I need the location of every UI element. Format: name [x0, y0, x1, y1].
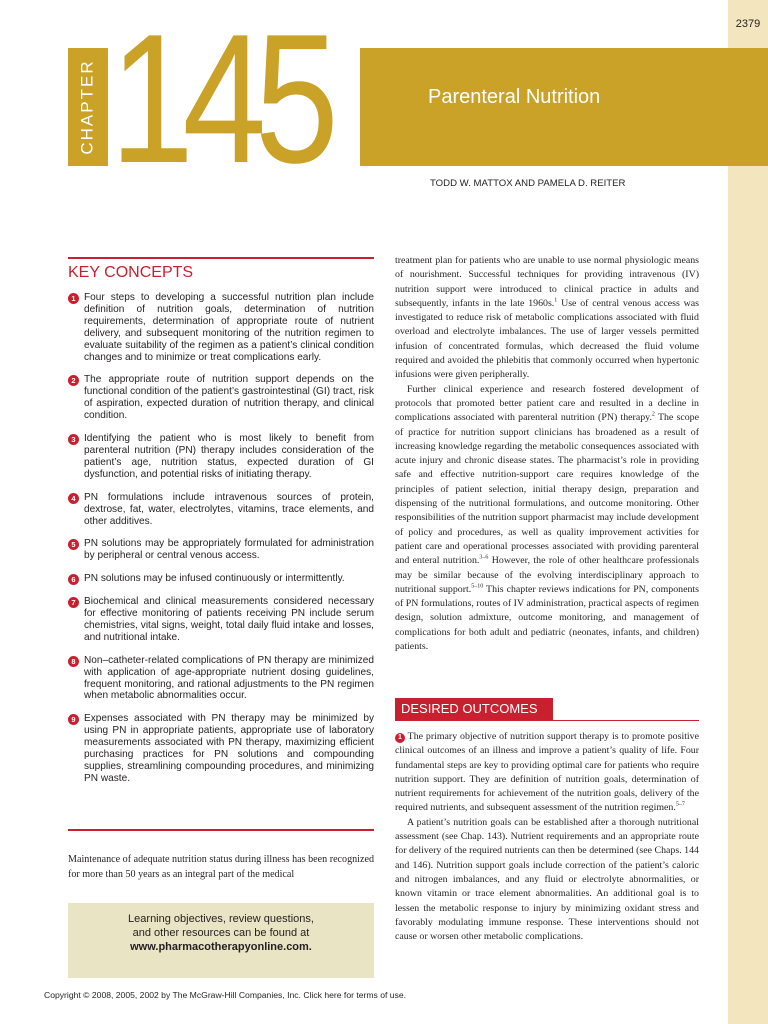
body-text: treatment plan for patients who are unable to use normal physiologic means of nourishment. Successful techniques for providing intravenous (IV) nutrition support were introduced to clinical practice in adults and subsequently, infants in the late 1960s. — [395, 255, 699, 309]
citation-ref: 5–10 — [471, 583, 484, 590]
concept-text: The appropriate route of nutrition support depends on the functional condition of the patient’s gastrointestinal (GI) tract, risk of aspiration, expected duration of nutrition therapy, and clinical condition. — [84, 374, 374, 422]
key-concepts-top-rule — [68, 257, 374, 259]
intro-paragraph: Maintenance of adequate nutrition status during illness has been recognized for more than 50 years as an integral part of the medical — [68, 854, 374, 880]
key-concept-item — [68, 655, 374, 703]
body-text: The primary objective of nutrition support therapy is to promote positive clinical outcomes of an illness and improve a patient’s quality of life. Four fundamental steps are key to providing optimal care for patients who require nutrition support. They are definition of nutrition goals, determination of nutrient requirements for achievement of the nutrition goals, delivery of the required nutrients, and subsequent assessment of the nutrition regimen. — [395, 731, 699, 814]
learning-resources-text — [68, 912, 374, 954]
concept-text: PN solutions may be infused continuously or intermittently. — [84, 573, 345, 585]
body-text: This chapter reviews indications for PN, components of PN formulations, routes of IV administration, practical aspects of regimen design, solution admixture, outcome monitoring, and management of complications for both adult and pediatric (neonates, infants, and children) patients. — [395, 583, 699, 653]
chapter-label — [68, 48, 108, 166]
body-text: However, the role of other healthcare professionals may be similar because of the evolving interdisciplinary approach to nutritional support. — [395, 555, 699, 595]
chapter-word: CHAPTER — [78, 59, 98, 155]
concept-text: Biochemical and clinical measurements considered necessary for effective monitoring of patients receiving PN include serum chemistries, vital signs, weight, total daily fluid intake and losses, and nutritional intake. — [84, 596, 374, 643]
concept-number-badge: 3 — [68, 434, 79, 445]
key-concepts-heading: KEY CONCEPTS — [68, 264, 194, 281]
concept-text: Identifying the patient who is most likely to benefit from parenteral nutrition (PN) therapy includes consideration of the patient’s age, nutrition status, expected duration of GI dysfunction, and potential risks of initiating therapy. — [84, 433, 374, 480]
concept-text: PN solutions may be appropriately formulated for administration by peripheral or central venous access. — [84, 538, 374, 562]
body-paragraph: A patient’s nutrition goals can be established after a thorough nutritional assessment (see Chap. 143). Nutrient requirements and an appropriate route for delivery of the required nutrients can then be determined (see Chaps. 144 and 146). Nutrition support goals include correction of the patient’s caloric and nitrogen imbalances, and any fluid or electrolyte abnormalities, or known vitamin or trace element abnormalities. An additional goal is to lessen the metabolic response to injury by minimizing oxidant stress and favorably modulating immune response. These interventions should not cause or worsen other metabolic complications. — [395, 816, 699, 943]
desired-outcomes-heading: DESIRED OUTCOMES — [401, 701, 538, 716]
concept-number-badge: 4 — [68, 493, 79, 504]
citation-ref: 3–6 — [479, 554, 489, 561]
desired-outcomes-body — [395, 730, 699, 944]
body-text: Use of central venous access was investigated to reduce risk of metabolic complications associated with fluid overload and electrolyte imbalances. The use of larger vessels permitted infusion of concentrated formulas, which decreased the fluid volume required and avoided the phlebitis that commonly occurred when hypertonic infusions were given peripherally. — [395, 297, 700, 381]
resources-link[interactable]: www.pharmacotherapyonline.com. — [130, 941, 312, 953]
concept-number-badge: 7 — [68, 597, 79, 608]
concept-number-badge: 2 — [68, 375, 79, 386]
copyright-notice[interactable]: Copyright © 2008, 2005, 2002 by The McGraw-Hill Companies, Inc. Click here for terms of use. — [44, 990, 407, 1000]
concept-text: Expenses associated with PN therapy may be minimized by using PN in appropriate patients, appropriate use of laboratory measurements associated with PN therapy, maximizing efficient purchasing practices for PN solutions and compounding supplies, streamlining compounding procedures, and minimizing PN waste. — [84, 713, 374, 784]
key-concept-item — [68, 713, 374, 784]
key-concept-item — [68, 538, 374, 562]
concept-text: Four steps to developing a successful nutrition plan include definition of nutrition goals, determination of nutrition requirements, determination of appropriate route of nutrient delivery, and subsequent monitoring of the nutrition regimen to evaluate suitability of the regimen as a patient’s clinical condition changes and to minimize or treat complications early. — [84, 292, 374, 363]
key-concepts-bottom-rule — [68, 829, 374, 831]
desired-outcomes-rule — [395, 720, 699, 721]
body-paragraph — [395, 730, 699, 816]
citation-ref: 1 — [554, 297, 558, 304]
concept-number-badge: 6 — [68, 574, 79, 585]
key-concept-item — [68, 573, 374, 585]
key-concept-item — [68, 596, 374, 644]
margin-strip-block — [728, 48, 768, 166]
key-concept-item — [68, 492, 374, 528]
concept-number-badge: 8 — [68, 656, 79, 667]
learning-line-1: Learning objectives, review questions, — [128, 913, 314, 925]
concept-text: PN formulations include intravenous sources of protein, dextrose, fat, water, electrolytes, vitamins, trace elements, and other additives. — [84, 491, 374, 527]
key-concept-item — [68, 374, 374, 422]
concept-text: Non–catheter-related complications of PN therapy are minimized with application of age-appropriate nutrient dosing guidelines, frequent monitoring, and rational adjustments to the PN regimen when metabolic abnormalities occur. — [84, 654, 374, 702]
body-text: Further clinical experience and research fostered development of protocols that promoted better patient care and resulted in a decline in complications associated with parenteral nutrition (PN) therapy. — [395, 383, 699, 424]
body-paragraph — [395, 383, 699, 655]
learning-line-2: and other resources can be found at — [132, 927, 310, 939]
concept-number-badge: 9 — [68, 714, 79, 725]
citation-ref: 5–7 — [675, 802, 685, 809]
citation-ref: 2 — [651, 411, 655, 418]
key-concepts-list — [68, 292, 374, 785]
chapter-authors: TODD W. MATTOX AND PAMELA D. REITER — [430, 178, 626, 189]
concept-number-badge: 1 — [68, 293, 79, 304]
body-text: The scope of practice for nutrition support clinicians has broadened as a result of increasing knowledge regarding the metabolic consequences associated with acute injury and chronic disease states. The pharmacist’s role in providing safe and effective nutrition-support care requires knowledge of the principles of patient selection, initial therapy design, preparation and dispensing of the nutritional formulations, and outcome monitoring. Other responsibilities of the nutrition support pharmacist may include development of policy and procedures, as well as quality improvement activities for patient care and operational processes associated with providing parenteral and enteral nutrition. — [395, 412, 699, 567]
concept-number-badge: 5 — [68, 539, 79, 550]
body-column-right — [395, 254, 699, 654]
key-concept-item — [68, 433, 374, 481]
key-concept-item — [68, 292, 374, 363]
chapter-title: Parenteral Nutrition — [428, 86, 601, 108]
concept-number-badge: 1 — [395, 733, 405, 743]
chapter-number: 145 — [110, 0, 328, 201]
page-number: 2379 — [735, 18, 761, 30]
body-paragraph — [395, 254, 699, 383]
